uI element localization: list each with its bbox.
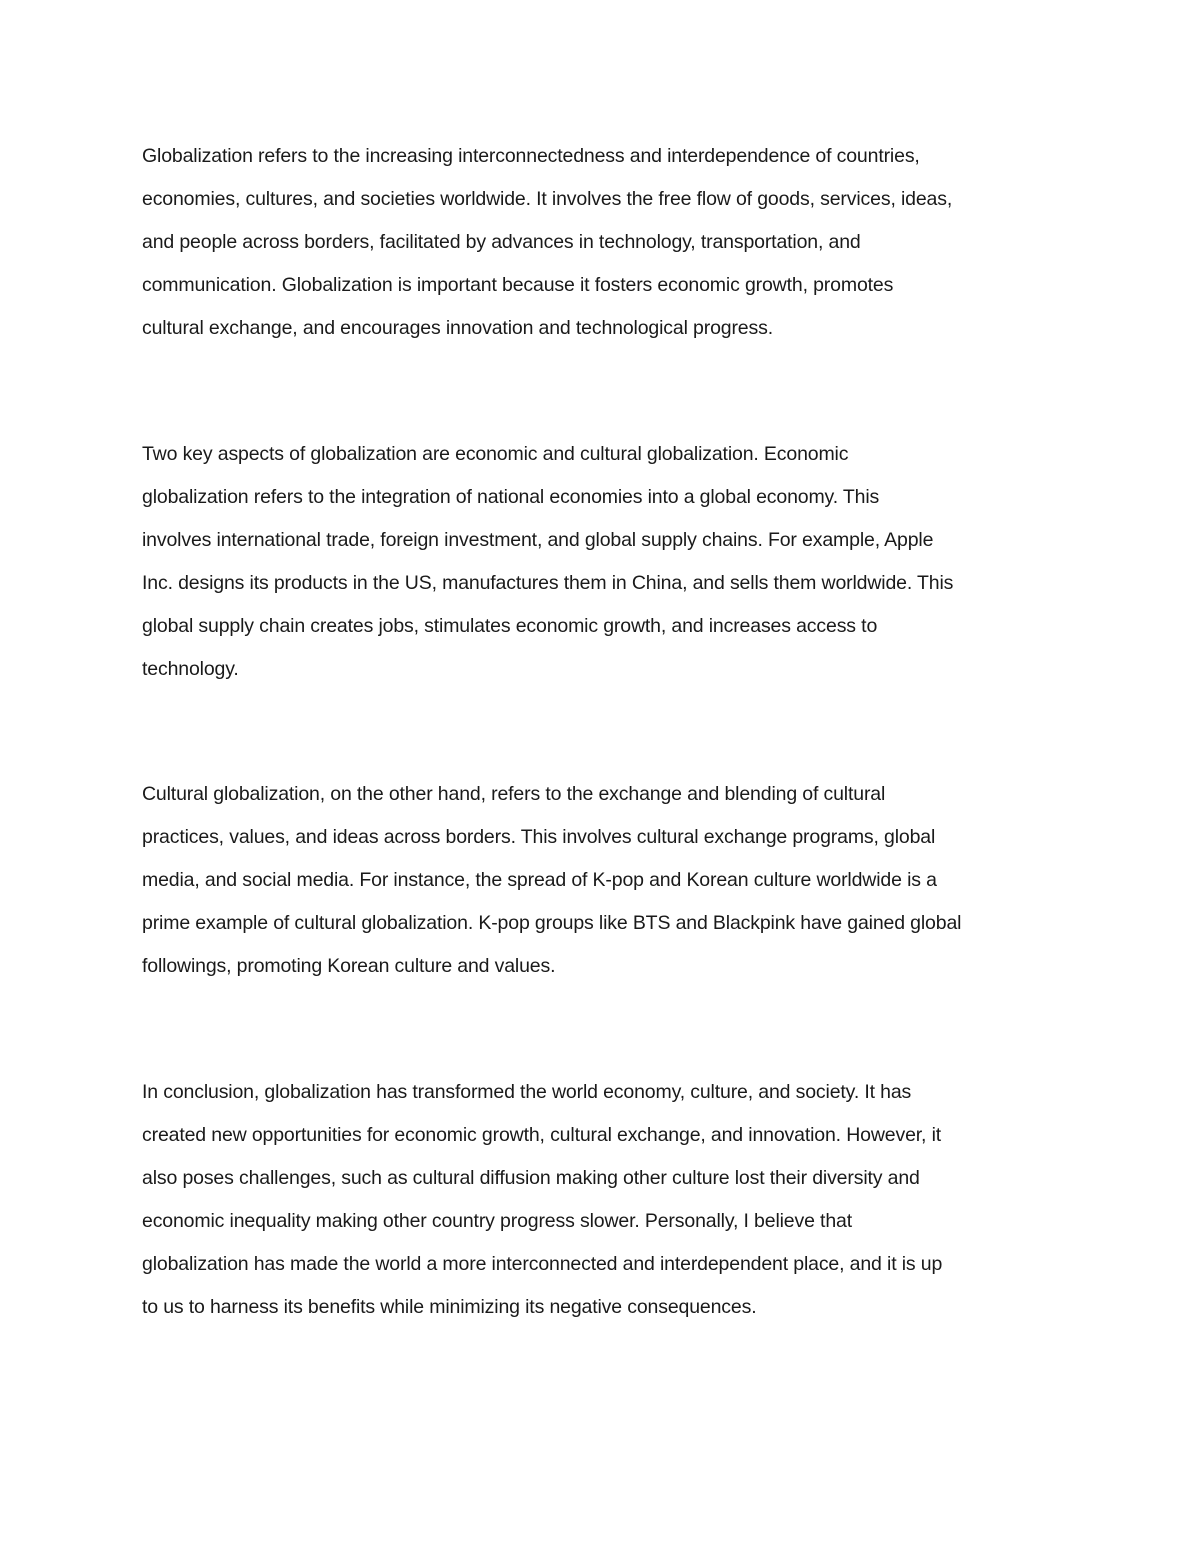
text-line: created new opportunities for economic growth, cultural exchange, and innovation. However, it — [142, 1124, 942, 1146]
text-line: communication. Globalization is important because it fosters economic growth, promotes — [142, 274, 894, 296]
text-line: media, and social media. For instance, the spread of K-pop and Korean culture worldwide is a — [142, 869, 937, 891]
text-line: economies, cultures, and societies worldwide. It involves the free flow of goods, services, ideas, — [142, 188, 953, 210]
text-line: globalization refers to the integration of national economies into a global economy. This — [142, 486, 880, 508]
paragraph-economic-globalization — [142, 433, 1072, 691]
text-line: globalization has made the world a more interconnected and interdependent place, and it is up — [142, 1253, 943, 1275]
text-line: Globalization refers to the increasing interconnectedness and interdependence of countries, — [142, 145, 920, 167]
text-line: cultural exchange, and encourages innovation and technological progress. — [142, 317, 773, 339]
text-line: followings, promoting Korean culture and values. — [142, 955, 556, 977]
text-line: practices, values, and ideas across borders. This involves cultural exchange programs, global — [142, 826, 936, 848]
text-line: and people across borders, facilitated by advances in technology, transportation, and — [142, 231, 861, 253]
text-line: technology. — [142, 658, 239, 680]
text-line: prime example of cultural globalization. K-pop groups like BTS and Blackpink have gained global — [142, 912, 962, 934]
paragraph-conclusion — [142, 1071, 1072, 1329]
text-line: also poses challenges, such as cultural diffusion making other culture lost their diversity and — [142, 1167, 920, 1189]
text-line: Two key aspects of globalization are economic and cultural globalization. Economic — [142, 443, 849, 465]
text-line: economic inequality making other country progress slower. Personally, I believe that — [142, 1210, 852, 1232]
paragraph-cultural-globalization — [142, 773, 1072, 988]
paragraph-definition — [142, 135, 1072, 350]
text-line: In conclusion, globalization has transformed the world economy, culture, and society. It has — [142, 1081, 912, 1103]
text-line: to us to harness its benefits while minimizing its negative consequences. — [142, 1296, 757, 1318]
text-line: global supply chain creates jobs, stimulates economic growth, and increases access to — [142, 615, 878, 637]
text-line: Inc. designs its products in the US, manufactures them in China, and sells them worldwide. This — [142, 572, 954, 594]
text-line: involves international trade, foreign investment, and global supply chains. For example, Apple — [142, 529, 934, 551]
text-line: Cultural globalization, on the other hand, refers to the exchange and blending of cultural — [142, 783, 886, 805]
